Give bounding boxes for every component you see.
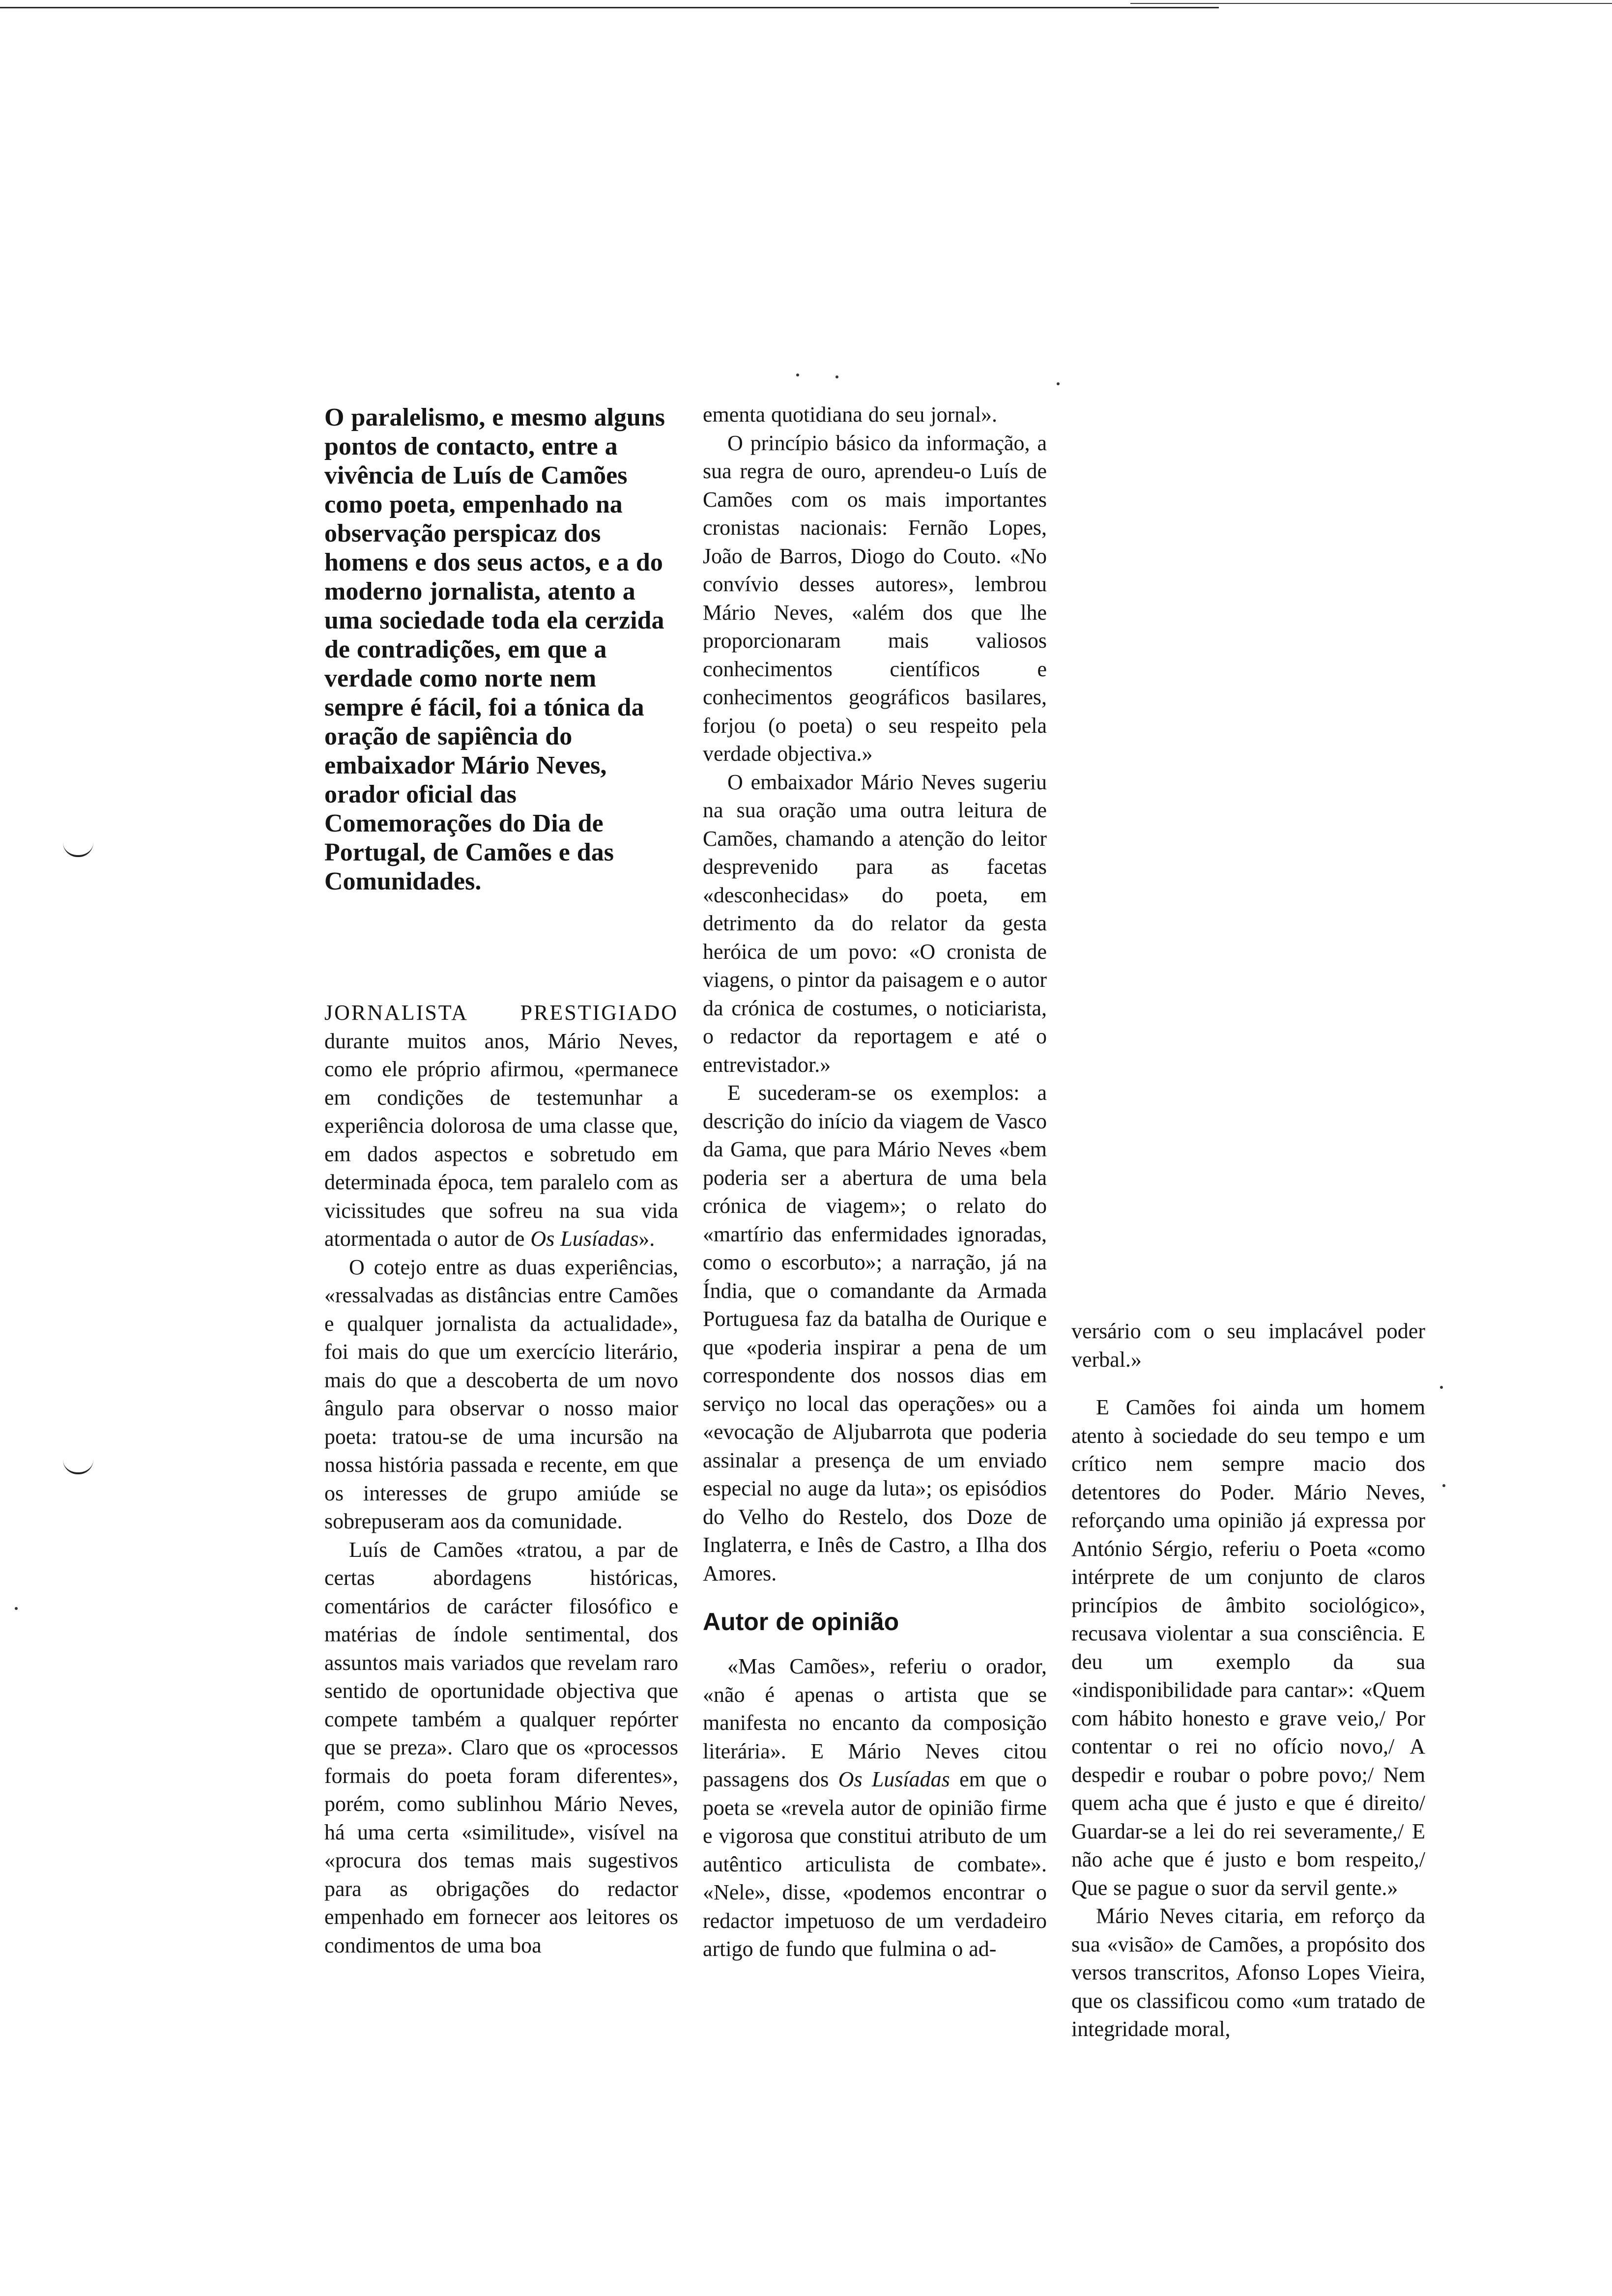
scan-speck — [1440, 1386, 1443, 1389]
scan-speck — [1442, 1484, 1445, 1487]
paragraph: O cotejo entre as duas experiências, «ressalvadas as distâncias entre Camões e qualquer jornalista da actualidade», foi mais do que um exercício literário, mais do que a descoberta de um novo ângulo para observar o nosso maior poeta: tratou-se de uma incursão na nossa história passada e recente, em que os interesses de grupo amiúde se sobrepuseram aos da comunidade. — [324, 1255, 678, 1533]
article-lede: O paralelismo, e mesmo alguns pontos de contacto, entre a vivência de Luís de Camões como poeta, empenhado na observação perspicaz dos homens e dos seus actos, e a do moderno jornalista, atento a uma sociedade toda ela cerzida de contradições, em que a verdade como norte nem sempre é fácil, foi a tónica da oração de sapiência do embaixador Mário Neves, orador oficial das Comemorações do Dia de Portugal, de Camões e das Comunidades. — [324, 403, 665, 895]
scan-edge-line-secondary — [1130, 3, 1612, 4]
scan-speck — [835, 375, 838, 378]
book-title: Os Lusíadas — [838, 1767, 950, 1791]
paragraph — [703, 1652, 1047, 1963]
paragraph-text: durante muitos anos, Mário Neves, como ele próprio afirmou, «permanece em condições de testemunhar a experiência dolorosa de uma classe que, em dados aspectos e sobretudo em determinada época, tem paralelo com as vicissitudes que sofreu na sua vida atormentada o autor de — [324, 1029, 678, 1251]
section-subheading: Autor de opinião — [703, 1608, 899, 1636]
paragraph: Luís de Camões «tratou, a par de certas abordagens históricas, comentários de carácter filosófico e matérias de índole sentimental, dos assuntos mais variados que revelam raro sentido de oportunidade objectiva que compete também a qualquer repórter que se preza». Claro que os «processos formais do poeta foram diferentes», porém, como sublinhou Mário Neves, há uma certa «similitude», visível na «procura dos temas mais sugestivos para as obrigações do redactor empenhado em fornecer aos leitores os condimentos de uma boa — [324, 1537, 678, 1957]
scan-edge-line — [0, 7, 1219, 8]
paragraph-text: em que o poeta se «revela autor de opinião firme e vigorosa que constitui atributo de um autêntico articulista de combate». «Nele», disse, «podemos encontrar o redactor impetuoso de um verdadeiro artigo de fundo que fulmina o ad- — [703, 1767, 1047, 1961]
scan-speck — [15, 1607, 18, 1610]
paragraph: O princípio básico da informação, a sua regra de ouro, aprendeu-o Luís de Camões com os mais importantes cronistas nacionais: Fernão Lopes, João de Barros, Diogo do Couto. «No convívio desses autores», lembrou Mário Neves, «além dos que lhe proporcionaram mais valiosos conhecimentos científicos e conhecimentos geográficos basilares, forjou (o poeta) o seu respeito pela verdade objectiva.» — [703, 430, 1047, 766]
paragraph: E sucederam-se os exemplos: a descrição do início da viagem de Vasco da Gama, que para Mário Neves «bem poderia ser a abertura de uma bela crónica de viagem»; o relato do «martírio das enfermidades ignoradas, como o escorbuto»; a narração, já na Índia, que o comandante da Armada Portuguesa faz da batalha de Ourique e que «poderia inspirar a pena de um correspondente dos nossos dias em serviço no local das operações» ou a «evocação de Aljubarrota que poderia assinalar a presença de um enviado especial no auge da luta»; os episódios do Velho do Restelo, dos Doze de Inglaterra, e Inês de Castro, a Ilha dos Amores. — [703, 1081, 1047, 1585]
paragraph-text: ». — [638, 1227, 655, 1251]
column-1-body — [324, 999, 678, 1959]
lead-in-caps: JORNALISTA PRESTIGIADO — [324, 1001, 678, 1025]
paragraph-continued: ementa quotidiana do seu jornal». — [703, 402, 998, 427]
punch-hole-mark-lower — [63, 1460, 93, 1474]
paragraph: O embaixador Mário Neves sugeriu na sua oração uma outra leitura de Camões, chamando a atenção do leitor desprevenido para as facetas «desconhecidas» do poeta, em detrimento da do relator da gesta heróica de um povo: «O cronista de viagens, o pintor da paisagem e o autor da crónica de costumes, o noticiarista, o redactor da reportagem e até o entrevistador.» — [703, 770, 1047, 1077]
punch-hole-mark-upper — [63, 842, 93, 857]
article-column-2 — [703, 401, 1047, 1963]
book-title: Os Lusíadas — [530, 1227, 639, 1251]
paragraph: Mário Neves citaria, em reforço da sua «visão» de Camões, a propósito dos versos transcritos, Afonso Lopes Vieira, que os classificou como «um tratado de integridade moral, — [1071, 1904, 1425, 2041]
scan-speck — [796, 373, 799, 376]
article-column-3 — [1071, 1317, 1425, 2043]
paragraph: E Camões foi ainda um homem atento à sociedade do seu tempo e um crítico nem sempre macio dos detentores do Poder. Mário Neves, reforçando uma opinião já expressa por António Sérgio, referiu o Poeta «como intérprete de um conjunto de claros princípios de âmbito sociológico», recusava violentar a sua consciência. E deu um exemplo da sua «indisponibilidade para cantar»: «Quem com hábito honesto e grave veio,/ Por contentar o rei no ofício novo,/ A despedir e roubar o pobre povo;/ Nem quem acha que é justo e que é direito/ Guardar-se a lei do rei severamente,/ E não ache que é justo e bom respeito,/ Que se pague o suor da servil gente.» — [1071, 1395, 1425, 1900]
scan-speck — [1057, 382, 1060, 385]
paragraph-continued: versário com o seu implacável poder verbal.» — [1071, 1319, 1425, 1372]
paragraph-text: «Mas Camões», referiu o orador, «não é apenas o artista que se manifesta no encanto da composição literária». E Mário Neves citou passagens dos — [703, 1654, 1047, 1791]
paragraph-opening — [324, 999, 678, 1253]
